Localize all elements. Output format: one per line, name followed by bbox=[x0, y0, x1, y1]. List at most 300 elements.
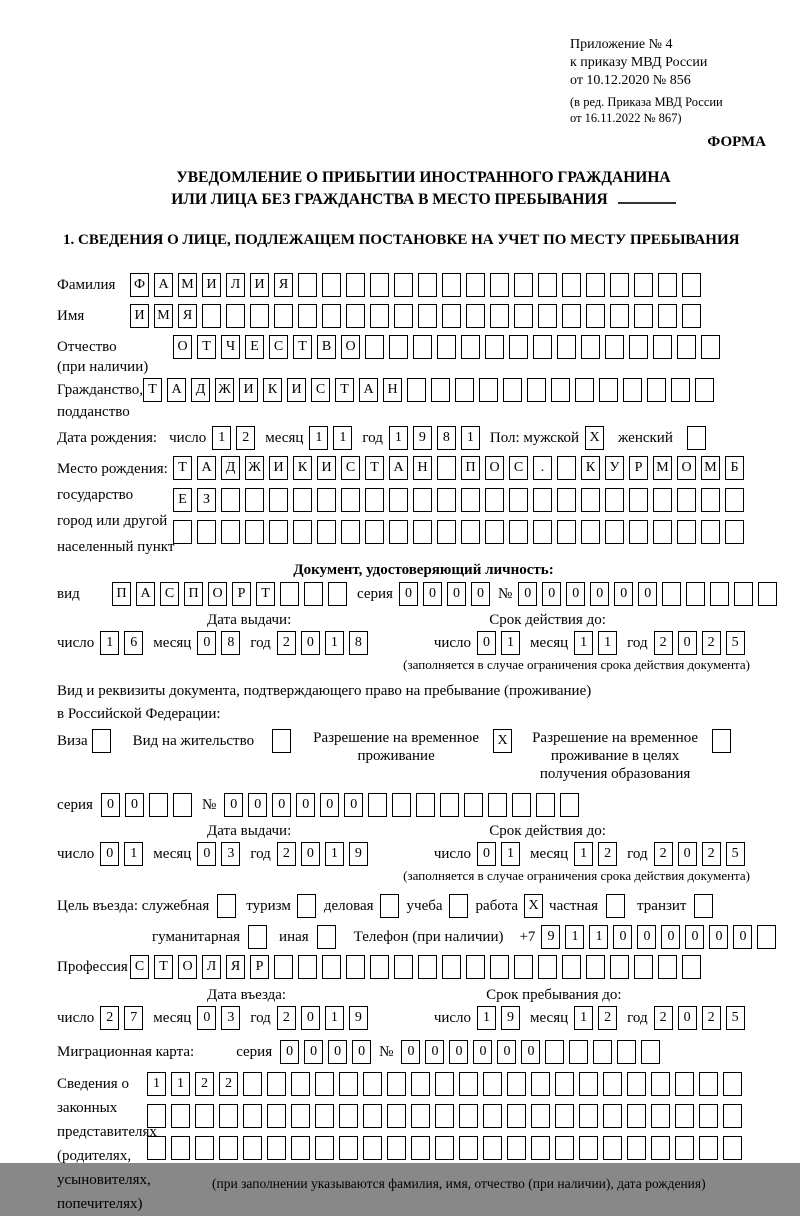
char-cell[interactable] bbox=[581, 520, 600, 544]
char-cell[interactable]: 1 bbox=[477, 1006, 496, 1030]
char-cell[interactable]: 0 bbox=[320, 793, 339, 817]
char-cell[interactable] bbox=[562, 955, 581, 979]
char-cell[interactable]: Н bbox=[413, 456, 432, 480]
char-cell[interactable]: 2 bbox=[195, 1072, 214, 1096]
char-cell[interactable] bbox=[531, 1072, 550, 1096]
char-cell[interactable] bbox=[442, 955, 461, 979]
char-cell[interactable]: 0 bbox=[613, 925, 632, 949]
char-cell[interactable] bbox=[512, 793, 531, 817]
char-cell[interactable] bbox=[461, 488, 480, 512]
char-cell[interactable] bbox=[389, 488, 408, 512]
purpose-private-checkbox[interactable] bbox=[606, 894, 625, 918]
char-cell[interactable] bbox=[455, 378, 474, 402]
char-cell[interactable] bbox=[490, 273, 509, 297]
char-cell[interactable] bbox=[723, 1136, 742, 1160]
char-cell[interactable]: О bbox=[173, 335, 192, 359]
char-cell[interactable] bbox=[514, 273, 533, 297]
char-cell[interactable] bbox=[514, 955, 533, 979]
char-cell[interactable] bbox=[435, 1104, 454, 1128]
char-cell[interactable] bbox=[641, 1040, 660, 1064]
char-cell[interactable] bbox=[291, 1136, 310, 1160]
char-cell[interactable]: 0 bbox=[401, 1040, 420, 1064]
char-cell[interactable] bbox=[363, 1104, 382, 1128]
char-cell[interactable]: 1 bbox=[100, 631, 119, 655]
char-cell[interactable] bbox=[555, 1136, 574, 1160]
char-cell[interactable] bbox=[507, 1104, 526, 1128]
char-cell[interactable] bbox=[671, 378, 690, 402]
char-cell[interactable]: М bbox=[653, 456, 672, 480]
char-cell[interactable] bbox=[653, 335, 672, 359]
char-cell[interactable] bbox=[701, 520, 720, 544]
char-cell[interactable] bbox=[557, 456, 576, 480]
char-cell[interactable]: 9 bbox=[413, 426, 432, 450]
char-cell[interactable] bbox=[202, 304, 221, 328]
char-cell[interactable]: А bbox=[197, 456, 216, 480]
char-cell[interactable] bbox=[682, 273, 701, 297]
char-cell[interactable] bbox=[280, 582, 299, 606]
char-cell[interactable]: 2 bbox=[100, 1006, 119, 1030]
char-cell[interactable]: К bbox=[263, 378, 282, 402]
char-cell[interactable]: 7 bbox=[124, 1006, 143, 1030]
char-cell[interactable] bbox=[531, 1136, 550, 1160]
char-cell[interactable]: У bbox=[605, 456, 624, 480]
char-cell[interactable] bbox=[431, 378, 450, 402]
char-cell[interactable]: 0 bbox=[477, 631, 496, 655]
char-cell[interactable]: 5 bbox=[726, 842, 745, 866]
char-cell[interactable] bbox=[586, 955, 605, 979]
char-cell[interactable]: 0 bbox=[678, 1006, 697, 1030]
char-cell[interactable] bbox=[440, 793, 459, 817]
char-cell[interactable] bbox=[315, 1072, 334, 1096]
purpose-transit-checkbox[interactable] bbox=[694, 894, 713, 918]
char-cell[interactable] bbox=[485, 520, 504, 544]
char-cell[interactable] bbox=[686, 582, 705, 606]
char-cell[interactable] bbox=[575, 378, 594, 402]
char-cell[interactable]: А bbox=[389, 456, 408, 480]
char-cell[interactable] bbox=[197, 520, 216, 544]
char-cell[interactable] bbox=[629, 520, 648, 544]
char-cell[interactable]: А bbox=[359, 378, 378, 402]
char-cell[interactable] bbox=[533, 335, 552, 359]
char-cell[interactable] bbox=[365, 520, 384, 544]
char-cell[interactable]: 0 bbox=[477, 842, 496, 866]
purpose-study-checkbox[interactable] bbox=[449, 894, 468, 918]
char-cell[interactable]: 0 bbox=[301, 631, 320, 655]
char-cell[interactable] bbox=[317, 520, 336, 544]
char-cell[interactable]: 0 bbox=[614, 582, 633, 606]
char-cell[interactable]: Н bbox=[383, 378, 402, 402]
char-cell[interactable] bbox=[479, 378, 498, 402]
char-cell[interactable] bbox=[322, 273, 341, 297]
char-cell[interactable] bbox=[586, 304, 605, 328]
char-cell[interactable] bbox=[682, 304, 701, 328]
char-cell[interactable] bbox=[551, 378, 570, 402]
char-cell[interactable] bbox=[723, 1104, 742, 1128]
char-cell[interactable] bbox=[555, 1072, 574, 1096]
char-cell[interactable] bbox=[557, 488, 576, 512]
char-cell[interactable] bbox=[346, 273, 365, 297]
char-cell[interactable]: П bbox=[461, 456, 480, 480]
char-cell[interactable]: 2 bbox=[598, 842, 617, 866]
char-cell[interactable]: 0 bbox=[638, 582, 657, 606]
char-cell[interactable]: 6 bbox=[124, 631, 143, 655]
char-cell[interactable] bbox=[219, 1136, 238, 1160]
char-cell[interactable]: 0 bbox=[447, 582, 466, 606]
char-cell[interactable]: 8 bbox=[221, 631, 240, 655]
char-cell[interactable] bbox=[392, 793, 411, 817]
char-cell[interactable] bbox=[610, 273, 629, 297]
char-cell[interactable] bbox=[723, 1072, 742, 1096]
char-cell[interactable] bbox=[675, 1136, 694, 1160]
char-cell[interactable] bbox=[459, 1072, 478, 1096]
char-cell[interactable]: Т bbox=[173, 456, 192, 480]
char-cell[interactable] bbox=[394, 273, 413, 297]
temp-residence-checkbox[interactable]: X bbox=[493, 729, 512, 753]
char-cell[interactable] bbox=[322, 304, 341, 328]
char-cell[interactable]: И bbox=[130, 304, 149, 328]
char-cell[interactable] bbox=[605, 488, 624, 512]
char-cell[interactable] bbox=[315, 1104, 334, 1128]
char-cell[interactable] bbox=[629, 335, 648, 359]
char-cell[interactable]: Т bbox=[335, 378, 354, 402]
char-cell[interactable]: 0 bbox=[542, 582, 561, 606]
char-cell[interactable]: 2 bbox=[654, 631, 673, 655]
char-cell[interactable] bbox=[368, 793, 387, 817]
char-cell[interactable] bbox=[387, 1136, 406, 1160]
char-cell[interactable] bbox=[245, 488, 264, 512]
char-cell[interactable] bbox=[531, 1104, 550, 1128]
char-cell[interactable]: 0 bbox=[197, 842, 216, 866]
char-cell[interactable]: 2 bbox=[702, 1006, 721, 1030]
char-cell[interactable]: Ф bbox=[130, 273, 149, 297]
char-cell[interactable] bbox=[485, 335, 504, 359]
char-cell[interactable] bbox=[317, 488, 336, 512]
char-cell[interactable]: Л bbox=[202, 955, 221, 979]
char-cell[interactable]: 0 bbox=[449, 1040, 468, 1064]
char-cell[interactable]: 2 bbox=[277, 631, 296, 655]
char-cell[interactable] bbox=[507, 1072, 526, 1096]
char-cell[interactable] bbox=[267, 1104, 286, 1128]
char-cell[interactable] bbox=[653, 488, 672, 512]
char-cell[interactable] bbox=[560, 793, 579, 817]
char-cell[interactable] bbox=[555, 1104, 574, 1128]
char-cell[interactable] bbox=[677, 520, 696, 544]
char-cell[interactable] bbox=[695, 378, 714, 402]
char-cell[interactable] bbox=[411, 1072, 430, 1096]
char-cell[interactable] bbox=[699, 1104, 718, 1128]
char-cell[interactable] bbox=[579, 1072, 598, 1096]
purpose-work-checkbox[interactable]: X bbox=[524, 894, 543, 918]
char-cell[interactable]: Я bbox=[274, 273, 293, 297]
char-cell[interactable]: И bbox=[250, 273, 269, 297]
char-cell[interactable] bbox=[267, 1072, 286, 1096]
char-cell[interactable] bbox=[490, 955, 509, 979]
char-cell[interactable] bbox=[579, 1104, 598, 1128]
char-cell[interactable]: 1 bbox=[389, 426, 408, 450]
char-cell[interactable]: 1 bbox=[461, 426, 480, 450]
char-cell[interactable]: 3 bbox=[221, 842, 240, 866]
char-cell[interactable]: 0 bbox=[197, 1006, 216, 1030]
char-cell[interactable]: Т bbox=[197, 335, 216, 359]
char-cell[interactable] bbox=[461, 335, 480, 359]
char-cell[interactable]: 1 bbox=[574, 1006, 593, 1030]
char-cell[interactable]: 0 bbox=[473, 1040, 492, 1064]
char-cell[interactable]: 2 bbox=[277, 1006, 296, 1030]
char-cell[interactable] bbox=[418, 304, 437, 328]
char-cell[interactable] bbox=[533, 520, 552, 544]
char-cell[interactable]: О bbox=[341, 335, 360, 359]
char-cell[interactable]: 3 bbox=[221, 1006, 240, 1030]
char-cell[interactable] bbox=[298, 304, 317, 328]
char-cell[interactable] bbox=[581, 335, 600, 359]
char-cell[interactable]: 0 bbox=[678, 842, 697, 866]
char-cell[interactable] bbox=[509, 335, 528, 359]
char-cell[interactable]: М bbox=[178, 273, 197, 297]
char-cell[interactable]: 0 bbox=[101, 793, 120, 817]
char-cell[interactable]: 0 bbox=[497, 1040, 516, 1064]
char-cell[interactable] bbox=[394, 955, 413, 979]
char-cell[interactable] bbox=[147, 1104, 166, 1128]
char-cell[interactable]: 0 bbox=[399, 582, 418, 606]
char-cell[interactable] bbox=[603, 1104, 622, 1128]
char-cell[interactable]: Е bbox=[173, 488, 192, 512]
char-cell[interactable] bbox=[437, 456, 456, 480]
char-cell[interactable] bbox=[629, 488, 648, 512]
char-cell[interactable]: Я bbox=[226, 955, 245, 979]
char-cell[interactable]: М bbox=[154, 304, 173, 328]
char-cell[interactable]: 0 bbox=[272, 793, 291, 817]
char-cell[interactable] bbox=[243, 1072, 262, 1096]
char-cell[interactable]: 1 bbox=[212, 426, 231, 450]
char-cell[interactable] bbox=[507, 1136, 526, 1160]
char-cell[interactable]: А bbox=[167, 378, 186, 402]
purpose-business-checkbox[interactable] bbox=[380, 894, 399, 918]
char-cell[interactable] bbox=[315, 1136, 334, 1160]
char-cell[interactable] bbox=[293, 488, 312, 512]
char-cell[interactable] bbox=[581, 488, 600, 512]
char-cell[interactable]: 0 bbox=[328, 1040, 347, 1064]
char-cell[interactable] bbox=[503, 378, 522, 402]
char-cell[interactable] bbox=[389, 335, 408, 359]
char-cell[interactable] bbox=[370, 304, 389, 328]
char-cell[interactable] bbox=[322, 955, 341, 979]
char-cell[interactable] bbox=[149, 793, 168, 817]
char-cell[interactable] bbox=[221, 488, 240, 512]
char-cell[interactable] bbox=[370, 955, 389, 979]
char-cell[interactable] bbox=[634, 304, 653, 328]
char-cell[interactable] bbox=[387, 1104, 406, 1128]
char-cell[interactable] bbox=[219, 1104, 238, 1128]
char-cell[interactable]: О bbox=[485, 456, 504, 480]
char-cell[interactable]: 1 bbox=[124, 842, 143, 866]
char-cell[interactable] bbox=[634, 273, 653, 297]
char-cell[interactable] bbox=[634, 955, 653, 979]
char-cell[interactable] bbox=[274, 304, 293, 328]
char-cell[interactable] bbox=[658, 304, 677, 328]
char-cell[interactable] bbox=[413, 520, 432, 544]
char-cell[interactable]: 2 bbox=[277, 842, 296, 866]
char-cell[interactable]: 0 bbox=[661, 925, 680, 949]
char-cell[interactable] bbox=[416, 793, 435, 817]
char-cell[interactable]: О bbox=[178, 955, 197, 979]
char-cell[interactable] bbox=[651, 1072, 670, 1096]
char-cell[interactable] bbox=[435, 1136, 454, 1160]
char-cell[interactable]: П bbox=[112, 582, 131, 606]
char-cell[interactable] bbox=[651, 1104, 670, 1128]
char-cell[interactable] bbox=[341, 520, 360, 544]
char-cell[interactable]: 9 bbox=[349, 1006, 368, 1030]
char-cell[interactable]: 1 bbox=[325, 631, 344, 655]
char-cell[interactable] bbox=[605, 335, 624, 359]
char-cell[interactable] bbox=[579, 1136, 598, 1160]
char-cell[interactable] bbox=[658, 955, 677, 979]
char-cell[interactable]: 2 bbox=[654, 1006, 673, 1030]
char-cell[interactable] bbox=[269, 488, 288, 512]
char-cell[interactable] bbox=[339, 1136, 358, 1160]
char-cell[interactable]: 0 bbox=[518, 582, 537, 606]
char-cell[interactable] bbox=[339, 1104, 358, 1128]
char-cell[interactable]: 2 bbox=[702, 842, 721, 866]
char-cell[interactable] bbox=[599, 378, 618, 402]
char-cell[interactable]: 1 bbox=[565, 925, 584, 949]
char-cell[interactable]: 1 bbox=[325, 842, 344, 866]
char-cell[interactable] bbox=[341, 488, 360, 512]
char-cell[interactable]: Ж bbox=[245, 456, 264, 480]
char-cell[interactable] bbox=[651, 1136, 670, 1160]
char-cell[interactable] bbox=[243, 1136, 262, 1160]
char-cell[interactable]: 1 bbox=[574, 842, 593, 866]
char-cell[interactable] bbox=[538, 273, 557, 297]
char-cell[interactable]: Б bbox=[725, 456, 744, 480]
char-cell[interactable] bbox=[304, 582, 323, 606]
char-cell[interactable] bbox=[699, 1072, 718, 1096]
char-cell[interactable] bbox=[413, 488, 432, 512]
char-cell[interactable] bbox=[725, 488, 744, 512]
char-cell[interactable]: 2 bbox=[598, 1006, 617, 1030]
char-cell[interactable]: 1 bbox=[171, 1072, 190, 1096]
char-cell[interactable] bbox=[509, 488, 528, 512]
char-cell[interactable]: 1 bbox=[501, 631, 520, 655]
char-cell[interactable] bbox=[562, 273, 581, 297]
char-cell[interactable] bbox=[418, 273, 437, 297]
char-cell[interactable] bbox=[483, 1072, 502, 1096]
char-cell[interactable]: Р bbox=[250, 955, 269, 979]
char-cell[interactable] bbox=[250, 304, 269, 328]
char-cell[interactable] bbox=[610, 955, 629, 979]
purpose-tourism-checkbox[interactable] bbox=[297, 894, 316, 918]
char-cell[interactable]: 9 bbox=[501, 1006, 520, 1030]
char-cell[interactable]: 9 bbox=[349, 842, 368, 866]
char-cell[interactable] bbox=[677, 488, 696, 512]
char-cell[interactable] bbox=[291, 1072, 310, 1096]
char-cell[interactable] bbox=[627, 1072, 646, 1096]
char-cell[interactable]: 0 bbox=[100, 842, 119, 866]
char-cell[interactable]: 1 bbox=[325, 1006, 344, 1030]
char-cell[interactable]: 2 bbox=[219, 1072, 238, 1096]
char-cell[interactable] bbox=[509, 520, 528, 544]
char-cell[interactable]: 0 bbox=[590, 582, 609, 606]
char-cell[interactable]: 0 bbox=[125, 793, 144, 817]
char-cell[interactable] bbox=[394, 304, 413, 328]
char-cell[interactable]: 0 bbox=[521, 1040, 540, 1064]
char-cell[interactable] bbox=[557, 520, 576, 544]
char-cell[interactable]: 0 bbox=[301, 1006, 320, 1030]
char-cell[interactable] bbox=[411, 1136, 430, 1160]
char-cell[interactable]: С bbox=[341, 456, 360, 480]
char-cell[interactable] bbox=[346, 304, 365, 328]
char-cell[interactable] bbox=[533, 488, 552, 512]
char-cell[interactable]: Т bbox=[293, 335, 312, 359]
char-cell[interactable] bbox=[363, 1136, 382, 1160]
char-cell[interactable] bbox=[437, 520, 456, 544]
char-cell[interactable] bbox=[677, 335, 696, 359]
char-cell[interactable] bbox=[437, 335, 456, 359]
char-cell[interactable]: В bbox=[317, 335, 336, 359]
char-cell[interactable] bbox=[418, 955, 437, 979]
char-cell[interactable] bbox=[557, 335, 576, 359]
char-cell[interactable] bbox=[545, 1040, 564, 1064]
char-cell[interactable]: О bbox=[677, 456, 696, 480]
char-cell[interactable]: К bbox=[293, 456, 312, 480]
char-cell[interactable]: И bbox=[239, 378, 258, 402]
char-cell[interactable] bbox=[298, 955, 317, 979]
char-cell[interactable] bbox=[221, 520, 240, 544]
char-cell[interactable] bbox=[267, 1136, 286, 1160]
char-cell[interactable] bbox=[435, 1072, 454, 1096]
char-cell[interactable]: 1 bbox=[574, 631, 593, 655]
char-cell[interactable]: 1 bbox=[333, 426, 352, 450]
char-cell[interactable]: 0 bbox=[425, 1040, 444, 1064]
char-cell[interactable] bbox=[346, 955, 365, 979]
char-cell[interactable] bbox=[675, 1072, 694, 1096]
char-cell[interactable] bbox=[538, 304, 557, 328]
char-cell[interactable]: Д bbox=[191, 378, 210, 402]
char-cell[interactable]: 0 bbox=[248, 793, 267, 817]
char-cell[interactable]: 0 bbox=[471, 582, 490, 606]
char-cell[interactable]: С bbox=[509, 456, 528, 480]
char-cell[interactable]: 0 bbox=[280, 1040, 299, 1064]
char-cell[interactable] bbox=[466, 273, 485, 297]
char-cell[interactable]: Р bbox=[232, 582, 251, 606]
char-cell[interactable] bbox=[461, 520, 480, 544]
char-cell[interactable] bbox=[536, 793, 555, 817]
char-cell[interactable]: 0 bbox=[304, 1040, 323, 1064]
char-cell[interactable] bbox=[195, 1104, 214, 1128]
char-cell[interactable] bbox=[413, 335, 432, 359]
char-cell[interactable]: С bbox=[269, 335, 288, 359]
char-cell[interactable]: 0 bbox=[423, 582, 442, 606]
residence-permit-checkbox[interactable] bbox=[272, 729, 291, 753]
char-cell[interactable] bbox=[682, 955, 701, 979]
char-cell[interactable] bbox=[527, 378, 546, 402]
char-cell[interactable]: Р bbox=[629, 456, 648, 480]
temp-residence-edu-checkbox[interactable] bbox=[712, 729, 731, 753]
char-cell[interactable] bbox=[411, 1104, 430, 1128]
char-cell[interactable]: Я bbox=[178, 304, 197, 328]
char-cell[interactable]: Т bbox=[143, 378, 162, 402]
visa-checkbox[interactable] bbox=[92, 729, 111, 753]
char-cell[interactable] bbox=[617, 1040, 636, 1064]
char-cell[interactable] bbox=[658, 273, 677, 297]
char-cell[interactable] bbox=[459, 1104, 478, 1128]
sex-female-checkbox[interactable] bbox=[687, 426, 706, 450]
char-cell[interactable]: С bbox=[160, 582, 179, 606]
char-cell[interactable]: И bbox=[287, 378, 306, 402]
char-cell[interactable]: 0 bbox=[197, 631, 216, 655]
char-cell[interactable] bbox=[490, 304, 509, 328]
char-cell[interactable]: Е bbox=[245, 335, 264, 359]
char-cell[interactable] bbox=[464, 793, 483, 817]
